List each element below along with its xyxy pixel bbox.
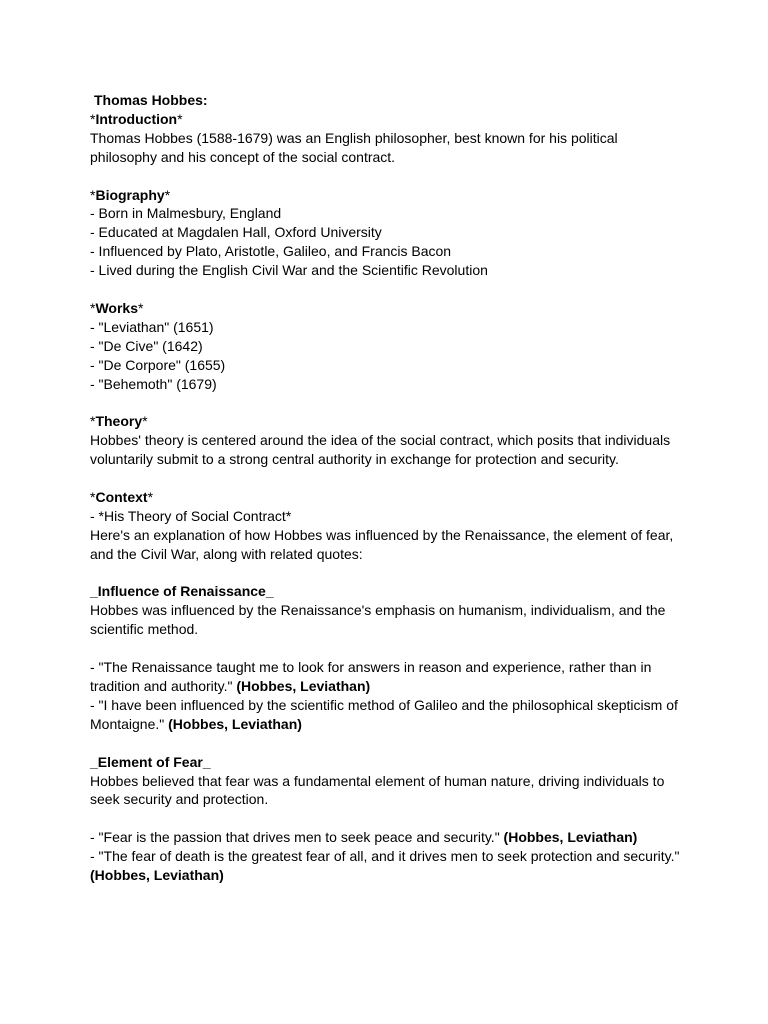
renaissance-quote-line: - "I have been influenced by the scientific method of Galileo and the philosophical skepticism of (90, 696, 678, 713)
works-item: - "De Cive" (1642) (90, 337, 203, 354)
theory-text-line: voluntarily submit to a strong central authority in exchange for protection and security. (90, 451, 619, 468)
fear-quote-line: - "The fear of death is the greatest fear of all, and it drives men to seek protection and security." (90, 848, 680, 865)
biography-item: - Influenced by Plato, Aristotle, Galileo, and Francis Bacon (90, 243, 452, 260)
fear-heading: _Element of Fear_ (90, 753, 211, 770)
spacer (90, 280, 690, 299)
context-text-line: Here's an explanation of how Hobbes was influenced by the Renaissance, the element of fear, (90, 526, 674, 543)
works-item: - "Leviathan" (1651) (90, 318, 214, 335)
theory-text-line: Hobbes' theory is centered around the idea of the social contract, which posits that individuals (90, 432, 671, 449)
spacer (90, 469, 690, 488)
document-title: Thomas Hobbes: (94, 92, 208, 108)
renaissance-quote-line: - "The Renaissance taught me to look for answers in reason and experience, rather than in (90, 659, 652, 676)
works-item: - "De Corpore" (1655) (90, 356, 226, 373)
spacer (90, 167, 690, 186)
biography-item: - Born in Malmesbury, England (90, 205, 282, 222)
fear-text-line: Hobbes believed that fear was a fundamental element of human nature, driving individuals to (90, 772, 665, 789)
context-text-line: and the Civil War, along with related quotes: (90, 545, 363, 562)
renaissance-text-line: scientific method. (90, 621, 199, 638)
introduction-text-line: philosophy and his concept of the social contract. (90, 148, 396, 165)
context-text-line: - *His Theory of Social Contract* (90, 507, 292, 524)
spacer (90, 809, 690, 828)
spacer (90, 393, 690, 412)
renaissance-quote-line: Montaigne." (Hobbes, Leviathan) (90, 715, 302, 732)
quote-citation: (Hobbes, Leviathan) (90, 867, 224, 884)
spacer (90, 734, 690, 753)
introduction-text-line: Thomas Hobbes (1588-1679) was an English philosopher, best known for his political (90, 129, 618, 146)
quote-citation: (Hobbes, Leviathan) (236, 678, 371, 694)
fear-text-line: seek security and protection. (90, 791, 269, 808)
introduction-heading: *Introduction* (90, 110, 183, 127)
renaissance-heading: _Influence of Renaissance_ (90, 583, 274, 600)
biography-item: - Lived during the English Civil War and the Scientific Revolution (90, 262, 488, 279)
works-item: - "Behemoth" (1679) (90, 375, 217, 392)
biography-item: - Educated at Magdalen Hall, Oxford University (90, 224, 382, 241)
biography-heading: *Biography* (90, 186, 171, 203)
spacer (90, 639, 690, 658)
fear-quote-line: - "Fear is the passion that drives men to seek peace and security." (Hobbes, Leviathan) (90, 829, 638, 846)
renaissance-quote-line: tradition and authority." (Hobbes, Leviathan) (90, 678, 371, 694)
document-page (90, 91, 690, 885)
theory-heading: *Theory* (90, 413, 148, 430)
quote-citation: (Hobbes, Leviathan) (168, 715, 302, 732)
quote-citation: (Hobbes, Leviathan) (503, 829, 638, 846)
works-heading: *Works* (90, 299, 144, 316)
context-heading: *Context* (90, 488, 154, 505)
spacer (90, 564, 690, 583)
renaissance-text-line: Hobbes was influenced by the Renaissance's emphasis on humanism, individualism, and the (90, 602, 666, 619)
